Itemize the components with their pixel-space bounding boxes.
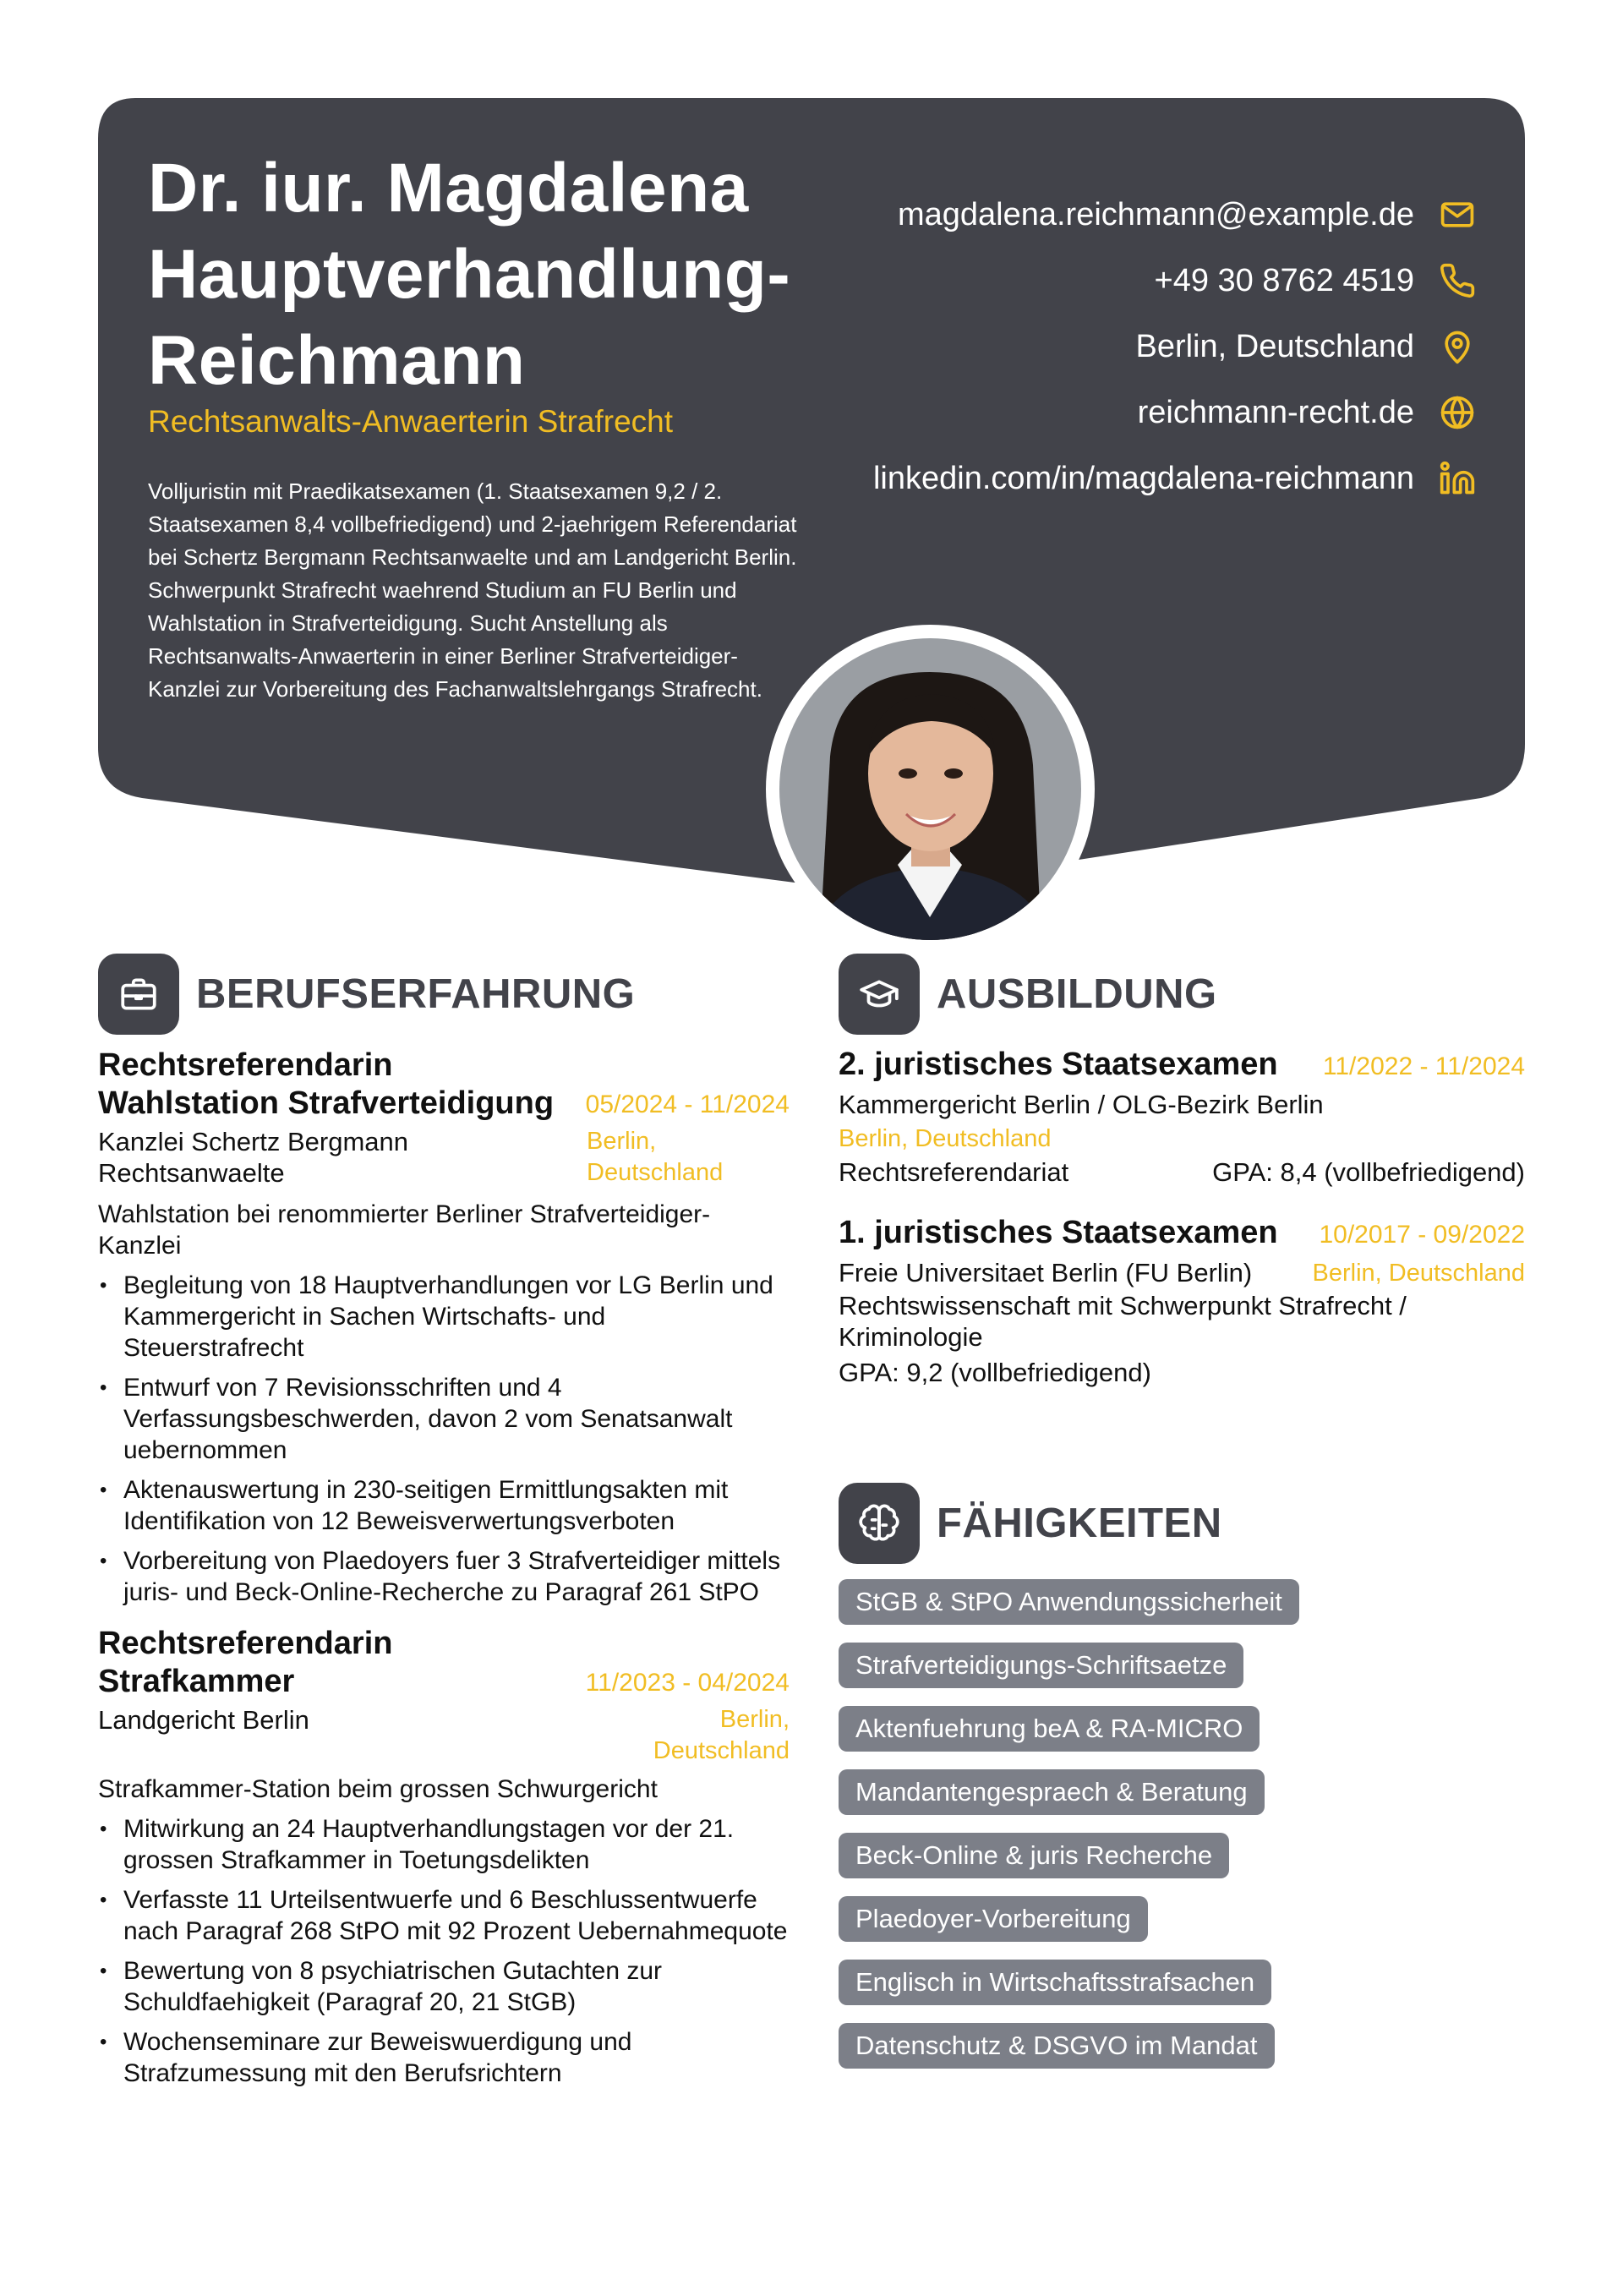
- skill-chip: Beck-Online & juris Recherche: [839, 1833, 1229, 1878]
- degree-title: 2. juristisches Staatsexamen: [839, 1047, 1278, 1082]
- website-text[interactable]: reichmann-recht.de: [1137, 394, 1414, 430]
- contact-location: [873, 314, 1477, 380]
- contact-website[interactable]: [873, 380, 1477, 446]
- phone-text[interactable]: +49 30 8762 4519: [1154, 262, 1414, 298]
- globe-icon: [1438, 393, 1477, 432]
- location-icon: [1438, 327, 1477, 366]
- education-location: Berlin, Deutschland: [839, 1125, 1052, 1152]
- job-title-line: Strafkammer: [98, 1664, 295, 1699]
- job-company: Landgericht Berlin: [98, 1705, 309, 1735]
- job-title: [98, 1047, 554, 1123]
- contact-email[interactable]: [873, 182, 1477, 248]
- education-date: 11/2022 - 11/2024: [1322, 1052, 1525, 1080]
- education-section-header: [839, 954, 1217, 1035]
- job-description: Wahlstation bei renommierter Berliner Strafverteidiger-Kanzlei: [98, 1200, 711, 1260]
- profile-photo-frame: [766, 625, 1095, 954]
- linkedin-text[interactable]: linkedin.com/in/magdalena-reichmann: [872, 460, 1414, 496]
- phone-icon: [1438, 261, 1477, 300]
- job-location: Berlin, Deutschland: [587, 1128, 724, 1186]
- skill-chip: Strafverteidigungs-Schriftsaetze: [839, 1643, 1243, 1688]
- email-text[interactable]: magdalena.reichmann@example.de: [897, 196, 1414, 232]
- skills-section-header: [839, 1483, 1222, 1564]
- achievement-item: • Mitwirkung an 24 Hauptverhandlungstagen vor der 21. grossen Strafkammer in Toetungsdelikten: [98, 1813, 790, 1876]
- education-list: [839, 1047, 1525, 1415]
- field-of-study: Rechtsreferendariat: [839, 1157, 1069, 1187]
- education-location: Berlin, Deutschland: [1312, 1260, 1525, 1287]
- job-date: 05/2024 - 11/2024: [585, 1091, 790, 1118]
- job-company: Kanzlei Schertz Bergmann Rechtsanwaelte: [98, 1127, 409, 1188]
- skill-chip: Englisch in Wirtschaftsstrafsachen: [839, 1960, 1271, 2005]
- achievement-item: • Begleitung von 18 Hauptverhandlungen vor LG Berlin und Kammergericht in Sachen Wirtschafts- und Steuerstrafrecht: [98, 1270, 790, 1364]
- location-text: Berlin, Deutschland: [1135, 328, 1414, 364]
- skill-chip: StGB & StPO Anwendungssicherheit: [839, 1579, 1299, 1625]
- job-date: 11/2023 - 04/2024: [585, 1669, 790, 1697]
- skill-chip: Mandantengespraech & Beratung: [839, 1769, 1265, 1815]
- name-line: Reichmann: [148, 322, 526, 399]
- job-target-title: Rechtsanwalts-Anwaerterin Strafrecht: [148, 404, 674, 439]
- section-title: BERUFSERFAHRUNG: [196, 971, 636, 1017]
- mail-icon: [1438, 195, 1477, 234]
- briefcase-icon: [98, 954, 179, 1035]
- name-line: Hauptverhandlung-: [148, 236, 791, 313]
- linkedin-icon: [1438, 459, 1477, 498]
- institution: Freie Universitaet Berlin (FU Berlin): [839, 1258, 1253, 1287]
- experience-list: [98, 1047, 790, 2106]
- contact-linkedin[interactable]: [873, 446, 1477, 511]
- contact-phone[interactable]: [873, 248, 1477, 314]
- education-entry: [839, 1215, 1525, 1390]
- experience-entry: [98, 1047, 790, 1608]
- experience-entry: [98, 1625, 790, 2089]
- job-title-line: Rechtsreferendarin: [98, 1047, 393, 1083]
- achievement-item: • Wochenseminare zur Beweiswuerdigung und Strafzumessung mit den Berufsrichtern: [98, 2026, 790, 2089]
- job-location: Berlin, Deutschland: [653, 1706, 790, 1764]
- achievement-item: • Aktenauswertung in 230-seitigen Ermittlungsakten mit Identifikation von 12 Beweisverwertungsverboten: [98, 1474, 790, 1537]
- education-date: 10/2017 - 09/2022: [1319, 1221, 1525, 1249]
- skill-chip: Aktenfuehrung beA & RA-MICRO: [839, 1706, 1260, 1752]
- education-entry: [839, 1047, 1525, 1189]
- job-title: [98, 1625, 392, 1701]
- field-of-study: Rechtswissenschaft mit Schwerpunkt Strafrecht / Kriminologie: [839, 1291, 1407, 1352]
- gpa: GPA: 9,2 (vollbefriedigend): [839, 1358, 1151, 1387]
- achievement-item: • Bewertung von 8 psychiatrischen Gutachten zur Schuldfaehigkeit (Paragraf 20, 21 StGB): [98, 1955, 790, 2018]
- job-title-line: Rechtsreferendarin: [98, 1626, 393, 1661]
- section-title: AUSBILDUNG: [937, 971, 1217, 1017]
- job-achievements: [98, 1270, 790, 1608]
- candidate-name: [148, 145, 841, 404]
- graduation-cap-icon: [839, 954, 920, 1035]
- section-title: FÄHIGKEITEN: [937, 1501, 1222, 1546]
- job-title-line: Wahlstation Strafverteidigung: [98, 1085, 555, 1121]
- job-description: Strafkammer-Station beim grossen Schwurgericht: [98, 1775, 658, 1803]
- achievement-item: • Entwurf von 7 Revisionsschriften und 4 Verfassungsbeschwerden, davon 2 vom Senatsanwalt uebernommen: [98, 1372, 790, 1466]
- skills-list: [839, 1579, 1299, 2086]
- profile-summary: Volljuristin mit Praedikatsexamen (1. Staatsexamen 9,2 / 2. Staatsexamen 8,4 vollbefriedigend) und 2-jaehrigem Referendariat bei Schertz Bergmann Rechtsanwaelte und am Landgericht Berlin. Schwerpunkt Strafrecht waehrend Studium an FU Berlin und Wahlstation in Strafverteidigung. Sucht Anstellung als Rechtsanwalts-Anwaerterin in einer Berliner Strafverteidiger-Kanzlei zur Vorbereitung des Fachanwaltslehrgangs Strafrecht.: [148, 478, 797, 702]
- brain-icon: [839, 1483, 920, 1564]
- skill-chip: Datenschutz & DSGVO im Mandat: [839, 2023, 1275, 2069]
- achievement-item: • Verfasste 11 Urteilsentwuerfe und 6 Beschlussentwuerfe nach Paragraf 268 StPO mit 92 Prozent Uebernahmequote: [98, 1884, 790, 1947]
- achievement-item: • Vorbereitung von Plaedoyers fuer 3 Strafverteidiger mittels juris- und Beck-Online-Recherche zu Paragraf 261 StPO: [98, 1545, 790, 1608]
- institution: Kammergericht Berlin / OLG-Bezirk Berlin: [839, 1090, 1324, 1119]
- degree-title: 1. juristisches Staatsexamen: [839, 1215, 1278, 1250]
- gpa: GPA: 8,4 (vollbefriedigend): [1212, 1157, 1525, 1187]
- profile-photo: [779, 638, 1081, 940]
- job-achievements: [98, 1813, 790, 2089]
- skill-chip: Plaedoyer-Vorbereitung: [839, 1896, 1148, 1942]
- experience-section-header: [98, 954, 635, 1035]
- name-line: Dr. iur. Magdalena: [148, 150, 749, 227]
- contact-list: [873, 182, 1477, 511]
